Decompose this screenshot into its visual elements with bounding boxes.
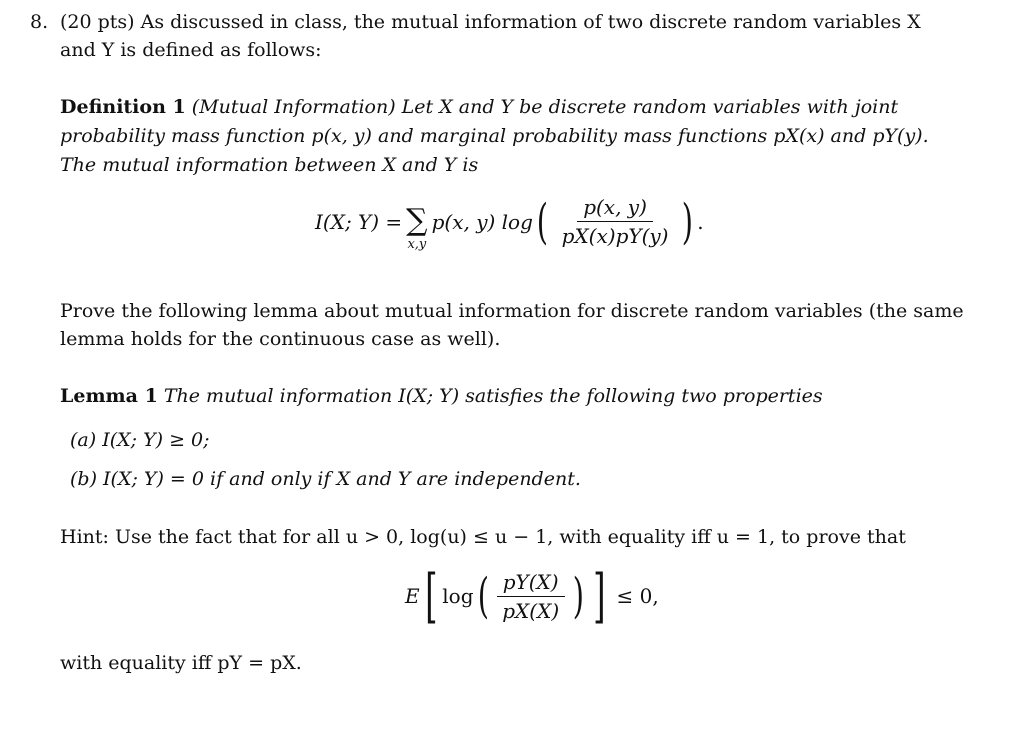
problem-number: 8.: [30, 11, 49, 33]
hint-rhs: ≤ 0,: [616, 584, 659, 608]
definition-heading: Definition 1: [60, 96, 186, 118]
hint-formula: [405, 562, 659, 630]
hint-fraction: [496, 570, 565, 623]
definition-line2: probability mass function p(x, y) and marginal probability mass functions pX(x) and pY(y).: [60, 125, 929, 147]
hint-left-paren: (: [477, 568, 489, 624]
problem-intro-line1: (20 pts) As discussed in class, the mutual information of two discrete random variables X: [60, 11, 921, 33]
right-bracket: ]: [592, 562, 606, 630]
formula-term: p(x, y) log: [431, 209, 533, 234]
hint-numerator: pY(X): [497, 570, 565, 597]
formula-numerator: p(x, y): [577, 195, 653, 222]
lemma-item-b: (b) I(X; Y) = 0 if and only if X and Y are independent.: [70, 468, 581, 490]
hint-right-paren: ): [572, 568, 585, 624]
hint-closing: with equality iff pY = pX.: [60, 652, 302, 674]
summation: [406, 202, 428, 254]
hint-line: Hint: Use the fact that for all u > 0, log(u) ≤ u − 1, with equality iff u = 1, to prove that: [60, 526, 906, 548]
expectation-symbol: E: [405, 584, 420, 608]
mutual-information-formula: [315, 193, 704, 252]
prove-line1: Prove the following lemma about mutual information for discrete random variables (the same: [60, 300, 964, 322]
formula-lhs: I(X; Y) =: [315, 209, 403, 234]
lemma-statement: The mutual information I(X; Y) satisfies the following two properties: [163, 385, 823, 407]
lemma-line: [60, 384, 823, 408]
definition-line3: The mutual information between X and Y is: [60, 154, 479, 176]
formula-end: .: [697, 209, 704, 234]
definition-line1: [60, 95, 898, 119]
problem-intro-line2: and Y is defined as follows:: [60, 39, 322, 61]
left-bracket: [: [424, 562, 438, 630]
hint-log: log: [442, 584, 474, 608]
hint-denominator: pX(X): [502, 598, 560, 623]
definition-text-1: (Mutual Information) Let X and Y be discrete random variables with joint: [191, 96, 899, 118]
left-paren: (: [536, 193, 548, 250]
lemma-item-a: (a) I(X; Y) ≥ 0;: [70, 429, 210, 451]
summation-subscript: x,y: [407, 236, 427, 252]
formula-denominator: pX(x)pY(y): [561, 224, 669, 248]
prove-line2: lemma holds for the continuous case as well).: [60, 328, 501, 350]
sigma-symbol: ∑: [406, 202, 428, 238]
lemma-heading: Lemma 1: [60, 385, 158, 407]
formula-fraction: [556, 195, 675, 248]
right-paren: ): [682, 193, 694, 250]
